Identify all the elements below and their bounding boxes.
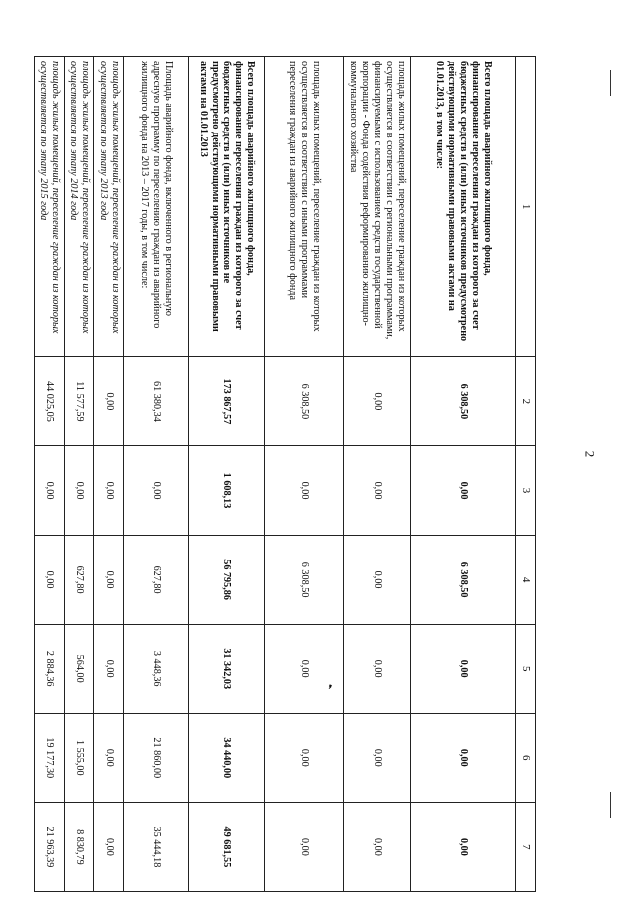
cell-value: 19 177,30 [35,713,65,802]
margin-mark [610,70,611,96]
cell-value: 3 448,36 [124,624,189,713]
row-label: Площадь аварийного фонда, включенного в региональную адресную программу по переселению граждан из аварийного жилищного фонда на 2013 – 2017 годы, в том числе: [124,57,189,357]
cell-value: 11 577,59 [64,357,94,446]
cell-value: 31 342,03 [189,624,265,713]
column-number-row [516,57,536,892]
cell-value: 564,00 [64,624,94,713]
cell-value: 0,00 [410,802,516,891]
cell-value: 1 555,00 [64,713,94,802]
column-number: 4 [516,535,536,624]
row-label: Всего площадь аварийного жилищного фонда, финансирование переселения граждан из которого за счет бюджетных средств и (или) иных источников предусмотрено действующими нормативными правовыми актами на 01.01.2013, в том числе: [410,57,516,357]
cell-value: 627,80 [124,535,189,624]
cell-value: 8 830,79 [64,802,94,891]
cell-value: 0,00 [410,713,516,802]
cell-value: 34 440,00 [189,713,265,802]
column-number: 1 [516,57,536,357]
cell-value: 0,00 [94,357,124,446]
row-label: площадь жилых помещений, переселение граждан из которых осуществляется по этапу 2015 года [35,57,65,357]
housing-area-table [34,56,536,892]
cell-value: 21 860,00 [124,713,189,802]
cell-value: 0,00 [344,535,410,624]
column-number: 3 [516,446,536,535]
table-row [124,57,189,892]
cell-value: 6 308,50 [410,357,516,446]
cell-value: 2 884,36 [35,624,65,713]
cell-value: 0,00 [344,802,410,891]
cell-value: 0,00 [344,446,410,535]
cell-value: 0,00 [344,713,410,802]
cell-value: 35 444,18 [124,802,189,891]
cell-value: 1 608,13 [189,446,265,535]
cell-value: 56 795,86 [189,535,265,624]
row-label: Всего площадь аварийного жилищного фонда, финансирование переселения граждан из которого за счет бюджетных средств и (или) иных источников не предусмотрено действующими нормативными правовыми актами на 01.01.2013 [189,57,265,357]
cell-value: 0,00 [264,713,344,802]
cell-value: 6 308,50 [410,535,516,624]
table-row [410,57,516,892]
table-row [344,57,410,892]
row-label: площадь жилых помещений, переселение граждан из которых осуществляется в соответствии с иными программами переселения граждан из аварийного жилищного фонда [264,57,344,357]
cell-value: 0,00 [94,624,124,713]
cell-value: 0,00 [94,535,124,624]
cell-value: 173 867,57 [189,357,265,446]
table-row [64,57,94,892]
rotated-table-container [34,56,536,892]
cell-value: 0,00 [410,624,516,713]
cell-value: 44 025,05 [35,357,65,446]
cell-value: 0,00 [264,802,344,891]
table-row [189,57,265,892]
cell-value: 0,00 [94,802,124,891]
column-number: 2 [516,357,536,446]
cell-value: 0,00 [35,535,65,624]
column-number: 6 [516,713,536,802]
column-number: 5 [516,624,536,713]
table-row [35,57,65,892]
cell-value: 0,00 [94,713,124,802]
cell-value: 0,00 [264,624,344,713]
row-label: площадь жилых помещений, переселение граждан из которых осуществляется по этапу 2014 года [64,57,94,357]
cell-value: 6 308,50 [264,535,344,624]
pen-mark: ❜ [324,681,334,698]
table-row [94,57,124,892]
cell-value: 0,00 [344,357,410,446]
row-label: площадь жилых помещений, переселение граждан из которых осуществляется в соответствии с региональными программами, финансируемыми с использованием средств государственной корпорации - Фонда содействия реформированию жилищно-коммунального хозяйства [344,57,410,357]
cell-value: 0,00 [124,446,189,535]
cell-value: 0,00 [64,446,94,535]
cell-value: 0,00 [35,446,65,535]
column-number: 7 [516,802,536,891]
cell-value: 61 380,34 [124,357,189,446]
table-row [264,57,344,892]
cell-value: 627,80 [64,535,94,624]
cell-value: 6 308,50 [264,357,344,446]
page-number: 2 [582,450,598,458]
cell-value: 0,00 [94,446,124,535]
row-label: площадь жилых помещений, переселение граждан из которых осуществляется по этапу 2013 года [94,57,124,357]
cell-value: 0,00 [264,446,344,535]
cell-value: 49 681,55 [189,802,265,891]
cell-value: 21 963,39 [35,802,65,891]
cell-value: 0,00 [410,446,516,535]
cell-value: 0,00 [344,624,410,713]
margin-mark [610,792,611,818]
